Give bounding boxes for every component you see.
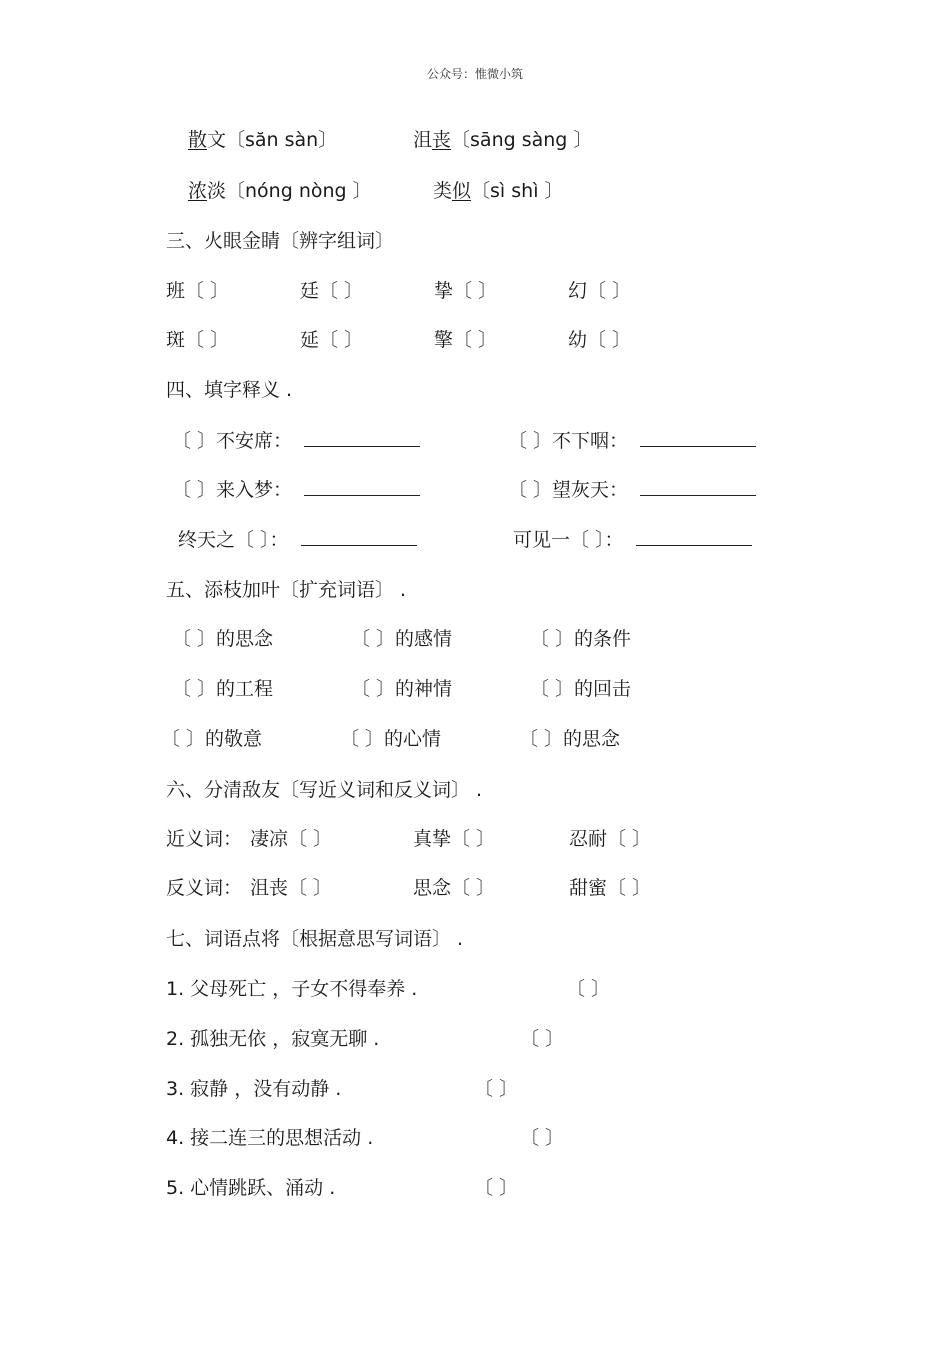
- answer-bracket: 〔 〕: [474, 1177, 519, 1199]
- antonym-item: 思念〔 〕: [413, 877, 496, 899]
- fill-item: 〔 〕望灰天：: [508, 481, 756, 500]
- char-blank: 延〔 〕: [300, 329, 364, 351]
- underlined-char: 似: [452, 180, 472, 202]
- section-5-title: 五、添枝加叶〔扩充词语〕 .: [166, 579, 407, 601]
- char-blank: 廷〔 〕: [300, 280, 364, 302]
- definition-item: 2. 孤独无依 ，寂寞无聊 .: [166, 1028, 380, 1050]
- pinyin-item: [188, 131, 337, 150]
- underlined-char: 散: [188, 129, 208, 151]
- antonym-item: 沮丧〔 〕: [250, 877, 333, 899]
- synonym-item: 真挚〔 〕: [413, 828, 496, 850]
- answer-line[interactable]: [640, 481, 756, 496]
- answer-line[interactable]: [301, 531, 417, 546]
- phrase-item: 〔 〕的敬意: [161, 728, 263, 750]
- fill-item: 〔 〕不安席：: [172, 432, 420, 451]
- phrase-item: 〔 〕的神情: [351, 678, 453, 700]
- phrase-item: 〔 〕的思念: [519, 728, 621, 750]
- antonym-label: 反义词：: [166, 877, 243, 899]
- fill-item: 可见一〔 〕：: [513, 531, 752, 550]
- char-blank: 擎〔 〕: [434, 329, 498, 351]
- char-blank: 班〔 〕: [166, 280, 230, 302]
- pinyin-item: [433, 182, 564, 201]
- section-6-title: 六、分清敌友〔写近义词和反义词〕 .: [166, 779, 483, 801]
- pinyin-text: 文〔săn sàn〕: [207, 129, 338, 151]
- fill-item: 〔 〕来入梦：: [172, 481, 420, 500]
- answer-bracket: 〔 〕: [566, 978, 611, 1000]
- definition-item: 5. 心情跳跃、涌动 .: [166, 1177, 336, 1199]
- section-4-title: 四、填字释义 .: [166, 379, 293, 401]
- pinyin-text: 〔sāng sàng 〕: [451, 129, 593, 151]
- pinyin-item: [413, 131, 592, 150]
- answer-line[interactable]: [640, 432, 756, 447]
- char-blank: 斑〔 〕: [166, 329, 230, 351]
- underlined-char: 浓: [188, 180, 208, 202]
- answer-line[interactable]: [304, 481, 420, 496]
- definition-item: 4. 接二连三的思想活动 .: [166, 1127, 374, 1149]
- answer-bracket: 〔 〕: [520, 1028, 565, 1050]
- fill-item: 〔 〕不下咽：: [508, 432, 756, 451]
- phrase-item: 〔 〕的思念: [172, 628, 274, 650]
- phrase-item: 〔 〕的条件: [530, 628, 632, 650]
- char-blank: 挚〔 〕: [434, 280, 498, 302]
- phrase-item: 〔 〕的工程: [172, 678, 274, 700]
- answer-bracket: 〔 〕: [520, 1127, 565, 1149]
- synonym-item: 凄凉〔 〕: [250, 828, 333, 850]
- phrase-item: 〔 〕的感情: [351, 628, 453, 650]
- antonym-item: 甜蜜〔 〕: [569, 877, 652, 899]
- section-7-title: 七、词语点将〔根据意思写词语〕 .: [166, 928, 464, 950]
- pinyin-text: 〔sì shì 〕: [471, 180, 564, 202]
- definition-item: 1. 父母死亡 ，子女不得奉养 .: [166, 978, 418, 1000]
- answer-line[interactable]: [636, 531, 752, 546]
- synonym-item: 忍耐〔 〕: [569, 828, 652, 850]
- char: 类: [433, 180, 453, 202]
- pinyin-text: 淡〔nóng nòng 〕: [207, 180, 372, 202]
- section-3-title: 三、火眼金睛〔辨字组词〕: [166, 230, 395, 252]
- page-header: 公众号：惟微小筑: [426, 67, 523, 81]
- char-blank: 幻〔 〕: [568, 280, 632, 302]
- fill-item: 终天之〔 〕：: [178, 531, 417, 550]
- char-blank: 幼〔 〕: [568, 329, 632, 351]
- char: 沮: [413, 129, 433, 151]
- phrase-item: 〔 〕的心情: [340, 728, 442, 750]
- synonym-label: 近义词：: [166, 828, 243, 850]
- phrase-item: 〔 〕的回击: [530, 678, 632, 700]
- underlined-char: 丧: [432, 129, 452, 151]
- pinyin-item: [188, 182, 372, 201]
- answer-line[interactable]: [304, 432, 420, 447]
- definition-item: 3. 寂静 ，没有动静 .: [166, 1078, 342, 1100]
- answer-bracket: 〔 〕: [474, 1078, 519, 1100]
